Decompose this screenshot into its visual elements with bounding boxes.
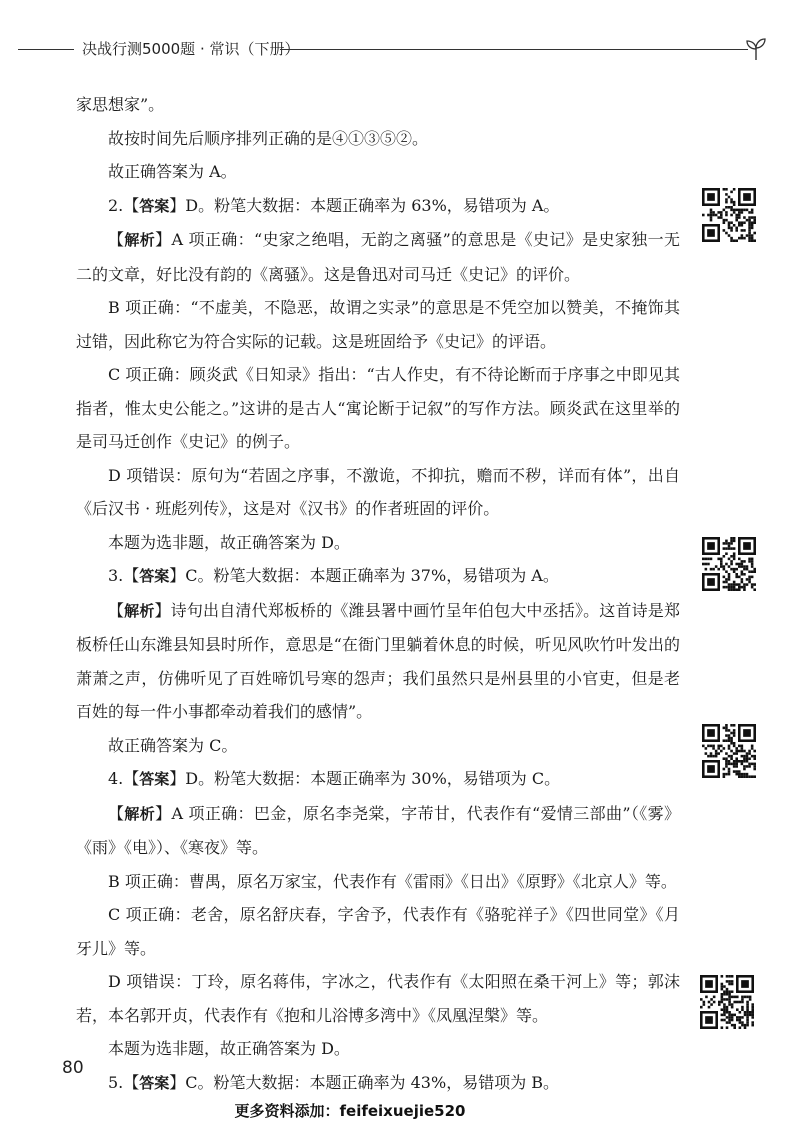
body-text: 【 [108, 600, 125, 620]
body-text: 故正确答案为 C。 [108, 735, 238, 755]
body-text: 本题为选非题，故正确答案为 D。 [108, 1039, 350, 1058]
page-number: 80 [62, 1058, 84, 1078]
paragraph [76, 189, 680, 224]
paragraph [76, 797, 680, 865]
sprout-icon [742, 36, 770, 62]
paragraph [76, 865, 680, 899]
body-text: 故正确答案为 A。 [108, 162, 237, 181]
footer-note: 更多资料添加：feifeixuejie520 [234, 1102, 466, 1120]
body-text: 5.【 [108, 1072, 140, 1092]
qr-code-icon [702, 537, 756, 591]
header-rule-left [18, 49, 74, 50]
qr-code-icon [702, 724, 756, 778]
paragraph [76, 559, 680, 594]
body-text: B 项正确：曹禺，原名万家宝，代表作有《雷雨》《日出》《原野》《北京人》等。 [108, 871, 677, 891]
body-text: 】C。粉笔大数据：本题正确率为 37%，易错项为 A。 [169, 566, 559, 585]
body-text: 】C。粉笔大数据：本题正确率为 43%，易错项为 B。 [169, 1072, 560, 1092]
label-text: 解析 [124, 804, 156, 823]
qr-code-icon [702, 188, 756, 242]
body-text: 2.【 [108, 195, 140, 215]
paragraph [76, 762, 680, 797]
body-text: C 项正确：顾炎武《日知录》指出：“古人作史，有不待论断而于序事之中即见其指者，惟太史公能之。”这讲的是古人“寓论断于记叙”的写作方法。顾炎武在这里举的是司马迁创作《史记》的例子。 [76, 365, 680, 451]
body-text: 】D。粉笔大数据：本题正确率为 63%，易错项为 A。 [169, 195, 560, 215]
paragraph [76, 88, 680, 122]
paragraph [76, 459, 680, 526]
paragraph [76, 291, 680, 358]
answer-explanations [76, 88, 680, 1100]
body-text: 家思想家”。 [76, 95, 165, 114]
paragraph [76, 155, 680, 189]
body-text: D 项错误：原句为“若固之序事，不激诡，不抑抗，赡而不秽，详而有体”，出自《后汉书 · 班彪列传》，这是对《汉书》的作者班固的评价。 [76, 465, 680, 518]
paragraph [76, 1066, 680, 1101]
running-header [18, 36, 768, 62]
paragraph [76, 965, 680, 1032]
label-text: 解析 [124, 601, 155, 620]
qr-code-icon [700, 975, 754, 1029]
paragraph [76, 898, 680, 965]
paragraph [76, 358, 680, 459]
body-text: 4.【 [108, 769, 140, 788]
body-text: 【 [108, 803, 125, 823]
body-text: B 项正确：“不虚美，不隐恶，故谓之实录”的意思是不凭空加以赞美，不掩饰其过错，因此称它为符合实际的记载。这是班固给予《史记》的评语。 [76, 298, 680, 351]
body-text: 】A 项正确：“史家之绝唱，无韵之离骚”的意思是《史记》是史家独一无二的文章，好比没有韵的《离骚》。这是鲁迅对司马迁《史记》的评价。 [76, 230, 680, 284]
paragraph [76, 122, 680, 156]
label-text: 答案 [139, 1073, 170, 1092]
body-text: 】D。粉笔大数据：本题正确率为 30%，易错项为 C。 [169, 769, 561, 788]
paragraph [76, 526, 680, 560]
label-text: 答案 [139, 567, 170, 585]
label-text: 答案 [139, 196, 170, 215]
label-text: 解析 [124, 231, 156, 249]
body-text: 本题为选非题，故正确答案为 D。 [108, 532, 350, 552]
body-text: 】诗句出自清代郑板桥的《潍县署中画竹呈年伯包大中丞括》。这首诗是郑板桥任山东潍县知县时所作，意思是“在衙门里躺着休息的时候，听见风吹竹叶发出的萧萧之声，仿佛听见了百姓啼饥号寒的怨声；我们虽然只是州县里的小官吏，但是老百姓的每一件小事都牵动着我们的感情”。 [76, 600, 680, 721]
header-rule-right [280, 49, 748, 50]
header-title: 决战行测5000题 · 常识（下册） [82, 40, 300, 58]
body-text: D 项错误：丁玲，原名蒋伟，字冰之，代表作有《太阳照在桑干河上》等；郭沫若，本名郭开贞，代表作有《抱和儿浴博多湾中》《凤凰涅槃》等。 [76, 972, 680, 1025]
paragraph [76, 729, 680, 763]
paragraph [76, 223, 680, 291]
body-text: 3.【 [108, 566, 140, 585]
paragraph [76, 594, 680, 729]
label-text: 答案 [139, 770, 170, 788]
body-text: 】A 项正确：巴金，原名李尧棠，字芾甘，代表作有“爱情三部曲”（《雾》《雨》《电》）、《寒夜》等。 [76, 803, 680, 857]
body-text: 故按时间先后顺序排列正确的是④①③⑤②。 [108, 128, 429, 148]
body-text: C 项正确：老舍，原名舒庆春，字舍予，代表作有《骆驼祥子》《四世同堂》《月牙儿》等。 [76, 905, 680, 958]
paragraph [76, 1032, 680, 1066]
body-text: 【 [108, 230, 125, 249]
